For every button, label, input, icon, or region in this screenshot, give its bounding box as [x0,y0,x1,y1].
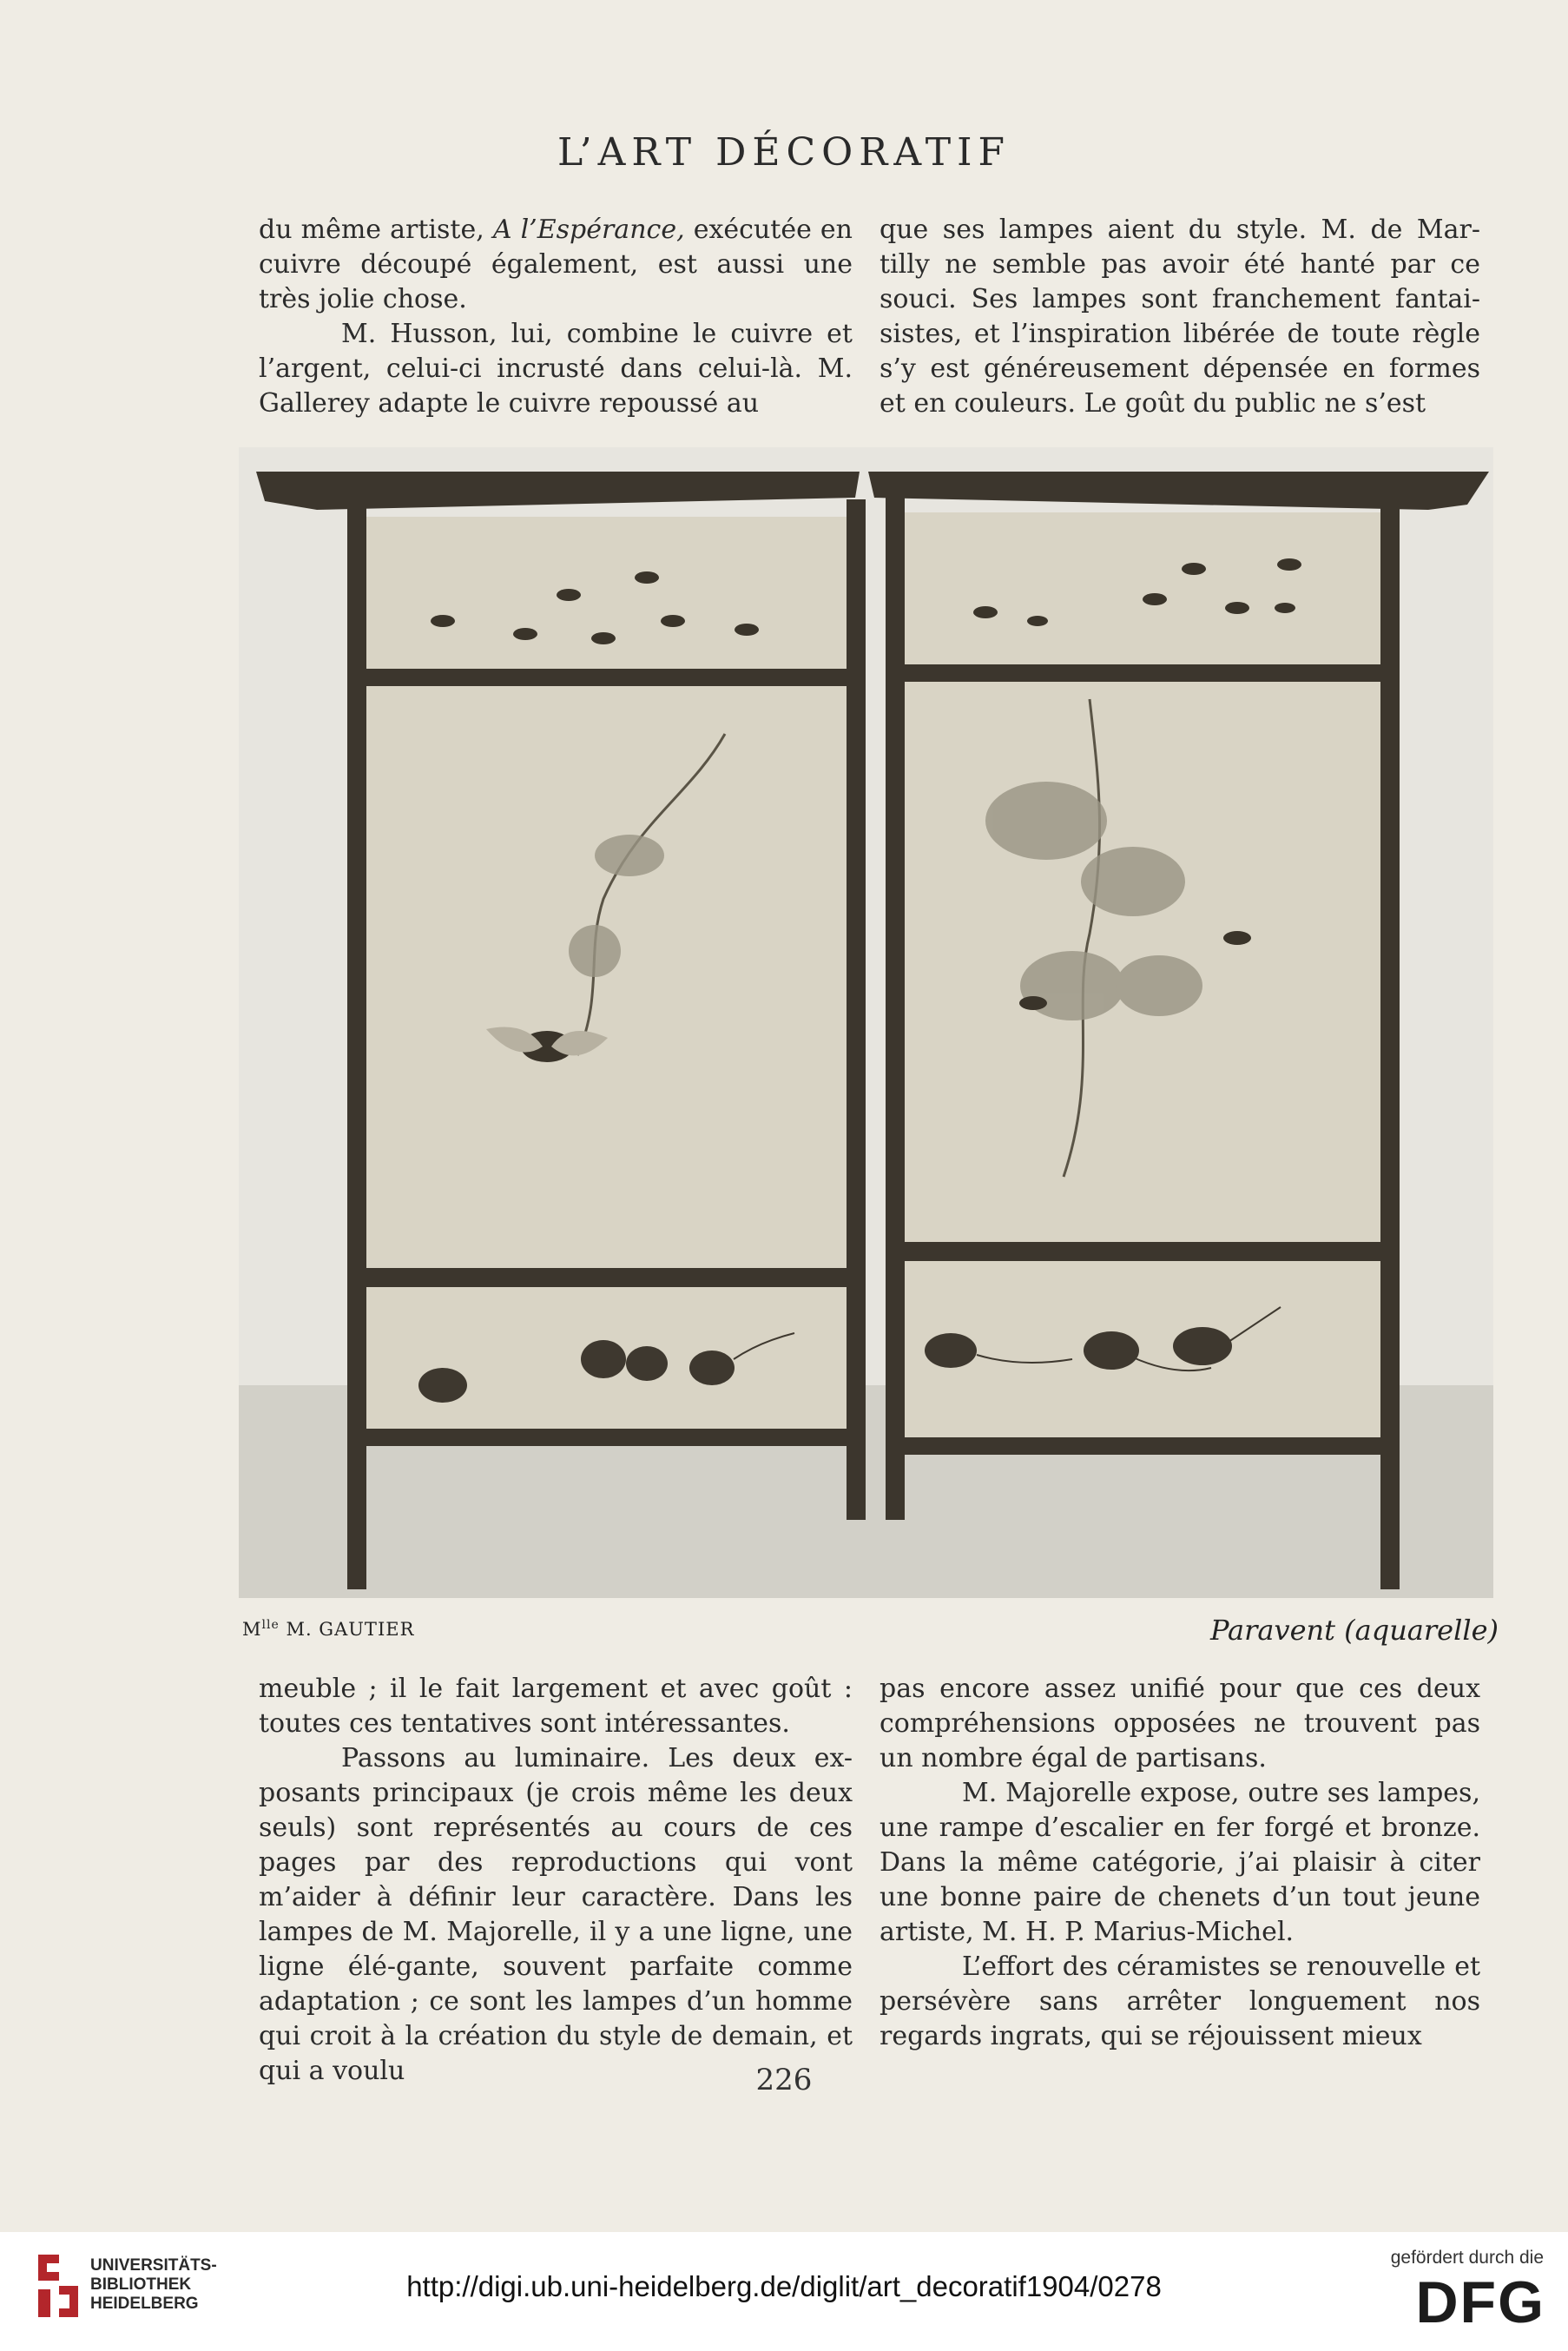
caption-artist-name: M. GAUTIER [279,1619,415,1640]
plate-caption-artist [242,1618,414,1640]
paragraph: pas encore assez unifié pour que ces deux compréhensions opposées ne trouvent pas un nombre égal de partisans. [880,1674,1480,1773]
text-span: exécutée en cuivre découpé également, est aussi une très jolie chose. [259,215,853,314]
italic-title: A l’Espérance, [492,215,685,245]
library-name-line: HEIDELBERG [90,2295,199,2313]
paragraph: Passons au luminaire. Les deux ex-posants principaux (je crois même les deux seuls) sont représentés au cours de ces pages par des reproductions qui vont m’aider à définir leur caractère. Dans les lampes de M. Majorelle, il y a une ligne, une ligne élé-gante, souvent parfaite comme adaptation ; ce sont les lampes d’un homme qui croit à la création du style de demain, et qui a voulu [259,1743,853,2086]
paragraph: M. Majorelle expose, outre ses lampes, une rampe d’escalier en fer forgé et bronze. Dans la même catégorie, j’ai plaisir à citer une bonne paire de chenets d’un tout jeune artiste, M. H. P. Marius-Michel. [880,1778,1480,1947]
caption-title: M [242,1619,262,1640]
paragraph: M. Husson, lui, combine le cuivre et l’argent, celui-ci incrusté dans celui-là. M. Gallerey adapte le cuivre repoussé au [259,319,853,419]
paragraph: que ses lampes aient du style. M. de Mar-tilly ne semble pas avoir été hanté par ce souci. Ses lampes sont franchement fantai-sistes, et l’inspiration libérée de toute règle s’y est généreusement dépensée en formes et en couleurs. Le goût du public ne s’est [880,215,1480,419]
paragraph: meuble ; il le fait largement et avec goût : toutes ces tentatives sont intéressantes. [259,1674,853,1739]
paragraph: L’effort des céramistes se renouvelle et persévère sans arrêter longuement nos regards ingrats, qui se réjouissent mieux [880,1951,1480,2051]
library-name-line: BIBLIOTHEK [90,2275,192,2294]
running-header: L’ART DÉCORATIF [557,130,1011,175]
library-name-line: UNIVERSITÄTS- [90,2256,217,2275]
text-column-top-right [880,213,1480,421]
dfg-logo: DFG [1415,2269,1545,2335]
text-column-bottom-left [259,1672,853,2089]
text-column-top-left [259,213,853,421]
text-column-bottom-right [880,1672,1480,2054]
text-span: du même artiste, [259,215,493,245]
source-url-link[interactable]: http://digi.ub.uni-heidelberg.de/diglit/art_decoratif1904/0278 [406,2270,1162,2302]
folding-screen-plate [239,447,1493,1598]
plate-caption-work: Paravent (aquarelle) [1209,1614,1499,1647]
funding-note: gefördert durch die [1390,2248,1544,2268]
paragraph [259,213,853,317]
page-number: 226 [755,2063,813,2097]
caption-superscript: lle [261,1618,280,1632]
